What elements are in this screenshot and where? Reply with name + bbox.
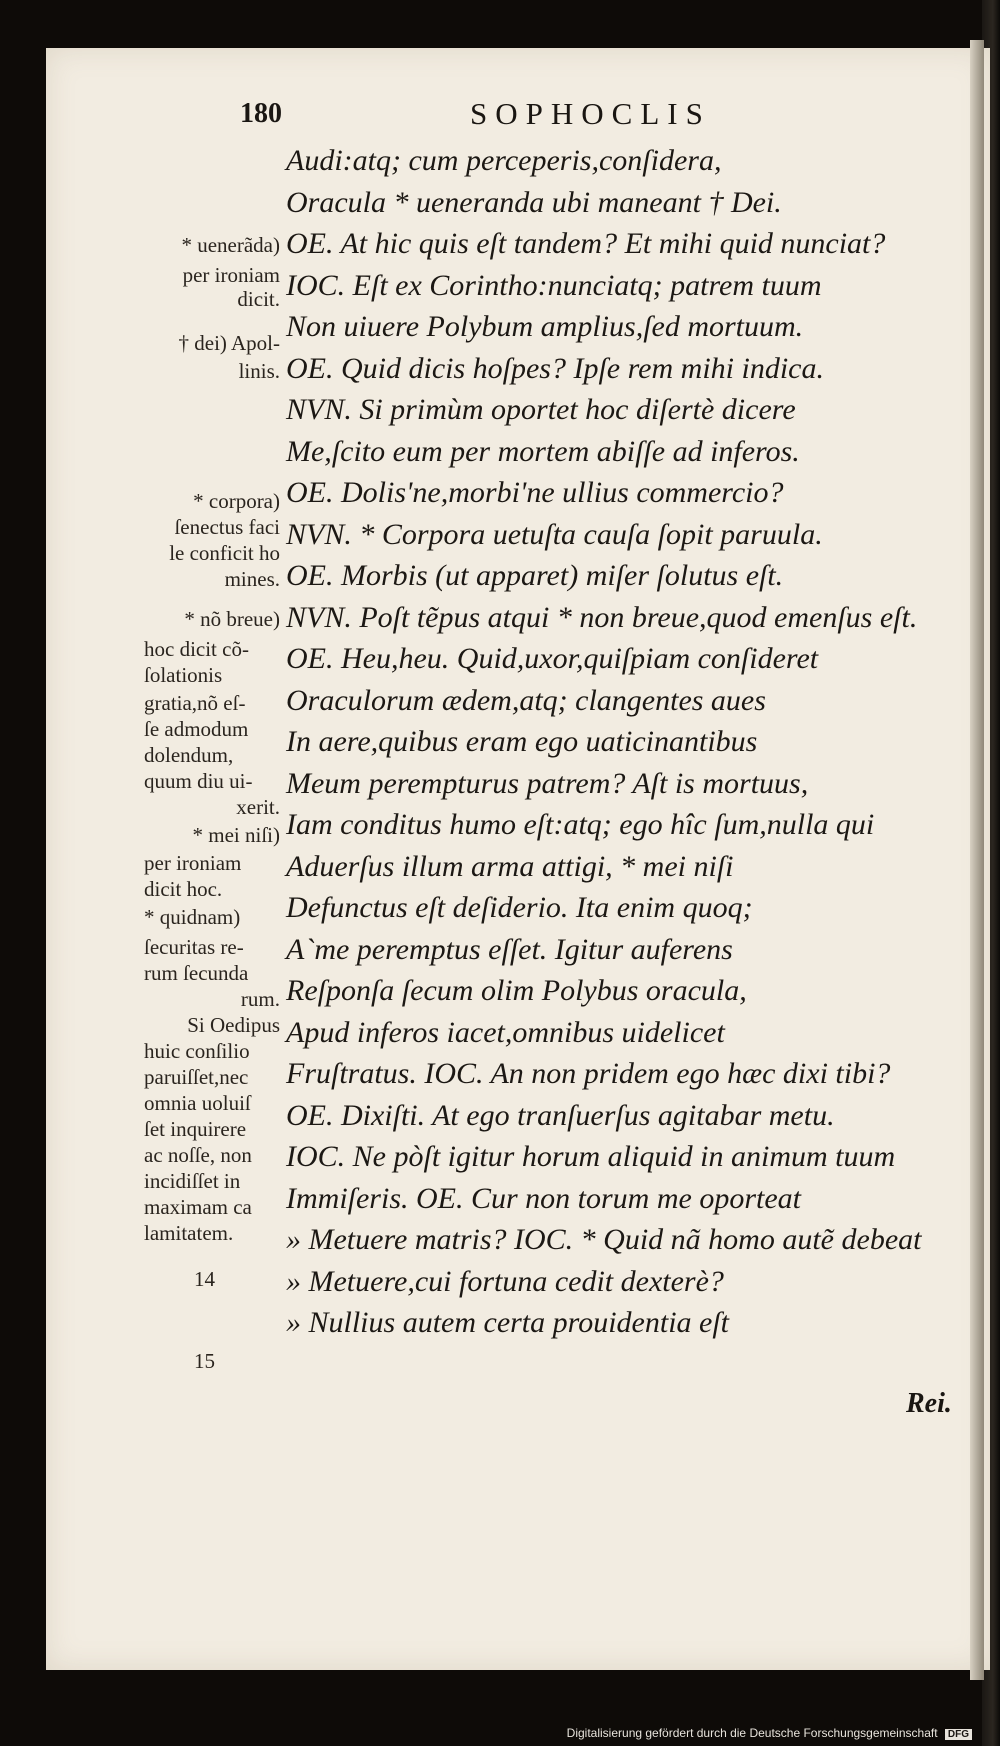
marginal-note: paruiſſet,nec <box>144 1065 249 1089</box>
marginal-note: linis. <box>238 359 280 383</box>
verse-line: Reſponſa ſecum olim Polybus oracula, <box>286 974 747 1007</box>
page-number: 180 <box>240 98 282 129</box>
marginal-note: ac noſſe, non <box>144 1143 252 1167</box>
line-number: 14 <box>194 1267 215 1291</box>
marginal-note: ſolationis <box>144 663 223 687</box>
marginal-note: rum ſecunda <box>144 961 249 985</box>
marginal-note: quum diu ui- <box>144 769 253 793</box>
marginal-note: incidiſſet in <box>144 1169 241 1193</box>
verse-line: A`me peremptus eſſet. Igitur auferens <box>286 932 733 966</box>
marginal-note: dicit. <box>237 287 280 311</box>
dfg-logo: DFG <box>945 1729 972 1740</box>
verse-line: » Metuere,cui fortuna cedit dexterè? <box>286 1264 724 1298</box>
marginal-note: le conficit ho <box>169 541 280 565</box>
marginal-note: * corpora) <box>193 489 280 513</box>
verse-line: OE. Dixiſti. At ego tranſuerſus agitabar metu. <box>286 1098 835 1132</box>
marginal-note: ſe admodum <box>144 717 249 741</box>
verse-line: Oracula * ueneranda ubi maneant † Dei. <box>286 185 782 219</box>
marginal-note: huic conſilio <box>144 1039 250 1063</box>
page-fore-edge <box>970 40 984 1680</box>
marginal-note: mines. <box>224 567 280 591</box>
verse-line: Meum perempturus patrem? Aſt is mortuus, <box>286 766 809 800</box>
verse-line: OE. Morbis (ut apparet) miſer ſolutus eſt. <box>286 559 784 592</box>
verse-line: OE. At hic quis eſt tandem? Et mihi quid nunciat? <box>286 227 886 260</box>
marginal-note: ſecuritas re- <box>144 935 244 959</box>
marginal-note: ſet inquirere <box>144 1117 247 1141</box>
verse-line: In aere,quibus eram ego uaticinantibus <box>286 725 758 758</box>
verse-line: » Nullius autem certa prouidentia eſt <box>286 1306 730 1339</box>
marginal-note: * uenerãda) <box>181 233 280 257</box>
marginal-note: per ironiam <box>144 851 242 875</box>
marginal-note: hoc dicit cõ- <box>144 637 249 661</box>
running-title: SOPHOCLIS <box>470 96 711 131</box>
verse-line: Defunctus eſt deſiderio. Ita enim quoq; <box>286 891 753 924</box>
marginal-note: per ironiam <box>182 263 280 287</box>
verse-line: Immiſeris. OE. Cur non torum me oporteat <box>286 1181 801 1215</box>
verse-line: NVN. Si primùm oportet hoc diſertè dicere <box>286 393 796 426</box>
marginal-note: * mei niſi) <box>192 823 280 847</box>
marginal-note: * quidnam) <box>144 905 241 929</box>
verse-line: Me,ſcito eum per mortem abiſſe ad inferos. <box>286 434 800 468</box>
credit-text: Digitalisierung gefördert durch die Deutsche Forschungsgemeinschaft <box>566 1726 938 1740</box>
marginal-note: lamitatem. <box>144 1221 234 1245</box>
verse-line: IOC. Eſt ex Corinthο:nunciatq; patrem tuum <box>286 268 822 302</box>
verse-line: Apud inferos iacet,omnibus uidelicet <box>286 1015 725 1049</box>
marginal-note: ſenectus faci <box>174 515 280 539</box>
verse-line: Oraculorum ædem,atq; clangentes aues <box>286 683 766 717</box>
marginal-note: omnia uoluiſ <box>144 1091 251 1115</box>
verse-line: Non uiuere Polybum amplius,ſed mortuum. <box>286 310 804 343</box>
verse-text <box>286 140 966 1344</box>
marginal-note: dolendum, <box>144 743 234 767</box>
marginal-note: gratia,nõ eſ- <box>144 691 246 715</box>
catchword: Rei. <box>906 1388 952 1419</box>
verse-line: NVN. * Corpora uetuſta cauſa ſopit paruula. <box>286 517 823 551</box>
marginal-note: maximam ca <box>144 1195 252 1219</box>
line-number: 15 <box>194 1349 215 1373</box>
verse-line: Aduerſus illum arma attigi, * mei niſi <box>286 849 734 883</box>
digitization-credit <box>567 1726 972 1740</box>
verse-line: Audi:atq; cum perceperis,conſidera, <box>286 144 722 177</box>
verse-line: » Metuere matris? IOC. * Quid nã homo autẽ debeat <box>286 1223 922 1256</box>
verse-line: OE. Quid dicis hoſpes? Ipſe rem mihi indica. <box>286 351 824 385</box>
marginal-note: rum. <box>240 987 280 1011</box>
marginal-note: Si Oedipus <box>187 1013 280 1037</box>
verse-line: NVN. Poſt tẽpus atqui * non breue,quod emenſus eſt. <box>286 600 918 634</box>
verse-line: OE. Dolis'ne,morbi'ne ullius commercio? <box>286 476 784 509</box>
verse-line: Fruſtratus. IOC. An non pridem ego hæc dixi tibi? <box>286 1057 891 1090</box>
marginal-note: * nõ breue) <box>184 607 280 631</box>
marginal-note: † dei) Apol- <box>178 331 280 355</box>
verse-line: Iam conditus humo eſt:atq; ego hîc ſum,nulla qui <box>286 808 875 841</box>
verse-line: IOC. Ne pòſt igitur horum aliquid in animum tuum <box>286 1140 896 1173</box>
marginal-note: dicit hoc. <box>144 877 223 901</box>
verse-line: OE. Heu,heu. Quid,uxor,quiſpiam conſideret <box>286 642 819 675</box>
marginal-note: xerit. <box>236 795 280 819</box>
